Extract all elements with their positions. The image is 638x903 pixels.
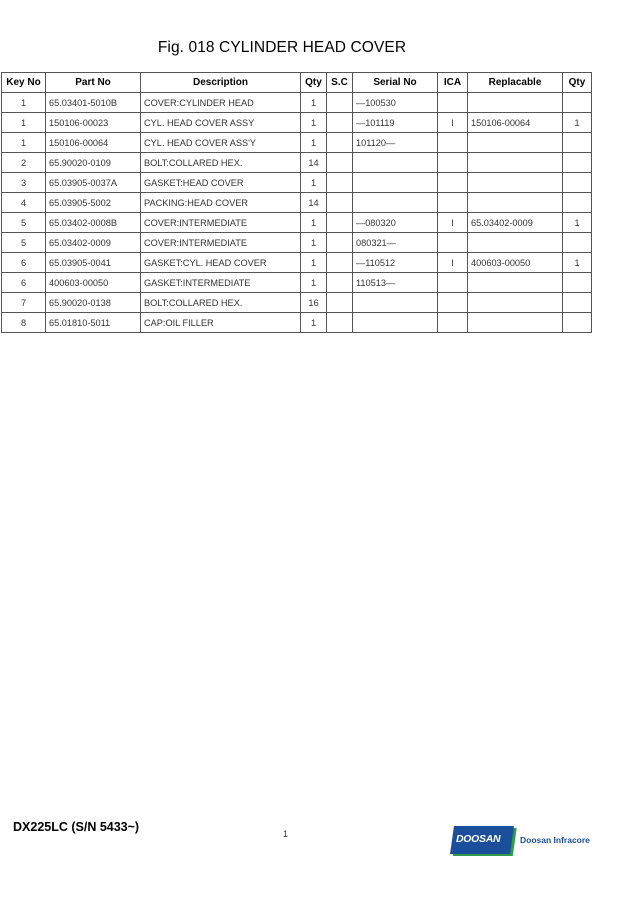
cell-ica: [438, 193, 468, 213]
cell-key-no: 1: [2, 93, 46, 113]
cell-qty: 14: [301, 153, 327, 173]
cell-qty: 1: [301, 253, 327, 273]
cell-replacable-qty: [563, 293, 592, 313]
cell-sc: [327, 133, 353, 153]
col-header-ica: ICA: [438, 73, 468, 93]
cell-sc: [327, 193, 353, 213]
table-row: [2, 113, 592, 133]
cell-description: COVER:INTERMEDIATE: [141, 213, 301, 233]
col-header-key-no: Key No: [2, 73, 46, 93]
cell-description: COVER:INTERMEDIATE: [141, 233, 301, 253]
cell-description: COVER:CYLINDER HEAD: [141, 93, 301, 113]
cell-key-no: 5: [2, 213, 46, 233]
cell-key-no: 8: [2, 313, 46, 333]
cell-part-no: 150106-00023: [46, 113, 141, 133]
cell-key-no: 7: [2, 293, 46, 313]
cell-replacable: [468, 133, 563, 153]
cell-qty: 1: [301, 213, 327, 233]
cell-replacable: [468, 93, 563, 113]
cell-ica: [438, 173, 468, 193]
cell-part-no: 65.03402-0009: [46, 233, 141, 253]
figure-title: Fig. 018 CYLINDER HEAD COVER: [157, 39, 407, 56]
table-row: [2, 313, 592, 333]
col-header-qty: Qty: [301, 73, 327, 93]
logo-badge-text: DOOSAN: [456, 833, 501, 845]
cell-qty: 1: [301, 93, 327, 113]
cell-replacable: [468, 153, 563, 173]
col-header-replacable: Replacable: [468, 73, 563, 93]
table-row: [2, 153, 592, 173]
cell-key-no: 1: [2, 133, 46, 153]
cell-replacable: [468, 313, 563, 333]
cell-ica: [438, 273, 468, 293]
table-row: [2, 273, 592, 293]
cell-replacable-qty: [563, 93, 592, 113]
cell-part-no: 65.90020-0138: [46, 293, 141, 313]
table-row: [2, 233, 592, 253]
col-header-serial-no: Serial No: [353, 73, 438, 93]
cell-part-no: 400603-00050: [46, 273, 141, 293]
cell-description: PACKING:HEAD COVER: [141, 193, 301, 213]
cell-replacable-qty: 1: [563, 253, 592, 273]
cell-description: GASKET:INTERMEDIATE: [141, 273, 301, 293]
table-row: [2, 293, 592, 313]
cell-key-no: 3: [2, 173, 46, 193]
cell-key-no: 4: [2, 193, 46, 213]
cell-sc: [327, 113, 353, 133]
cell-replacable: [468, 233, 563, 253]
table-row: [2, 193, 592, 213]
cell-replacable-qty: [563, 313, 592, 333]
cell-key-no: 2: [2, 153, 46, 173]
model-label: DX225LC (S/N 5433~): [13, 820, 140, 834]
cell-ica: [438, 133, 468, 153]
cell-qty: 1: [301, 113, 327, 133]
cell-replacable: 65.03402-0009: [468, 213, 563, 233]
cell-description: CAP:OIL FILLER: [141, 313, 301, 333]
cell-sc: [327, 213, 353, 233]
table-row: [2, 93, 592, 113]
cell-part-no: 65.03402-0008B: [46, 213, 141, 233]
cell-replacable-qty: [563, 153, 592, 173]
cell-sc: [327, 273, 353, 293]
cell-serial-no: [353, 193, 438, 213]
cell-ica: I: [438, 113, 468, 133]
cell-description: BOLT:COLLARED HEX.: [141, 293, 301, 313]
cell-description: GASKET:CYL. HEAD COVER: [141, 253, 301, 273]
col-header-sc: S.C: [327, 73, 353, 93]
parts-table: [1, 72, 592, 333]
cell-serial-no: [353, 153, 438, 173]
cell-replacable-qty: [563, 233, 592, 253]
cell-sc: [327, 253, 353, 273]
cell-replacable-qty: 1: [563, 213, 592, 233]
cell-serial-no: 110513—: [353, 273, 438, 293]
col-header-part-no: Part No: [46, 73, 141, 93]
cell-qty: 14: [301, 193, 327, 213]
cell-description: CYL. HEAD COVER ASSY: [141, 113, 301, 133]
cell-replacable-qty: [563, 273, 592, 293]
cell-qty: 16: [301, 293, 327, 313]
cell-description: BOLT:COLLARED HEX.: [141, 153, 301, 173]
cell-description: CYL. HEAD COVER ASS'Y: [141, 133, 301, 153]
col-header-replacable-qty: Qty: [563, 73, 592, 93]
table-row: [2, 213, 592, 233]
cell-qty: 1: [301, 273, 327, 293]
cell-ica: [438, 153, 468, 173]
cell-qty: 1: [301, 233, 327, 253]
table-row: [2, 173, 592, 193]
cell-replacable: [468, 173, 563, 193]
cell-qty: 1: [301, 173, 327, 193]
cell-part-no: 65.01810-5011: [46, 313, 141, 333]
cell-replacable: 400603-00050: [468, 253, 563, 273]
cell-part-no: 65.03905-0037A: [46, 173, 141, 193]
cell-replacable-qty: 1: [563, 113, 592, 133]
cell-serial-no: —100530: [353, 93, 438, 113]
table-row: [2, 253, 592, 273]
cell-part-no: 150106-00064: [46, 133, 141, 153]
cell-serial-no: —110512: [353, 253, 438, 273]
cell-key-no: 6: [2, 253, 46, 273]
cell-ica: [438, 233, 468, 253]
table-header-row: [2, 73, 592, 93]
parts-table-body: [2, 93, 592, 333]
cell-key-no: 5: [2, 233, 46, 253]
cell-serial-no: 080321—: [353, 233, 438, 253]
cell-qty: 1: [301, 133, 327, 153]
cell-serial-no: [353, 293, 438, 313]
cell-sc: [327, 173, 353, 193]
cell-replacable: [468, 193, 563, 213]
cell-serial-no: —101119: [353, 113, 438, 133]
cell-part-no: 65.03905-5002: [46, 193, 141, 213]
cell-sc: [327, 233, 353, 253]
cell-replacable: 150106-00064: [468, 113, 563, 133]
cell-serial-no: —080320: [353, 213, 438, 233]
cell-key-no: 6: [2, 273, 46, 293]
cell-serial-no: [353, 313, 438, 333]
page-number: 1: [283, 829, 289, 839]
cell-replacable: [468, 293, 563, 313]
cell-sc: [327, 153, 353, 173]
cell-ica: [438, 293, 468, 313]
cell-ica: [438, 313, 468, 333]
cell-serial-no: [353, 173, 438, 193]
cell-ica: I: [438, 253, 468, 273]
table-row: [2, 133, 592, 153]
col-header-description: Description: [141, 73, 301, 93]
cell-ica: [438, 93, 468, 113]
cell-serial-no: 101120—: [353, 133, 438, 153]
cell-ica: I: [438, 213, 468, 233]
cell-part-no: 65.03401-5010B: [46, 93, 141, 113]
cell-qty: 1: [301, 313, 327, 333]
cell-sc: [327, 313, 353, 333]
cell-key-no: 1: [2, 113, 46, 133]
doosan-logo: [452, 826, 592, 856]
cell-replacable-qty: [563, 133, 592, 153]
cell-replacable-qty: [563, 193, 592, 213]
cell-description: GASKET:HEAD COVER: [141, 173, 301, 193]
cell-sc: [327, 93, 353, 113]
cell-replacable-qty: [563, 173, 592, 193]
cell-replacable: [468, 273, 563, 293]
cell-part-no: 65.90020-0109: [46, 153, 141, 173]
cell-part-no: 65.03905-0041: [46, 253, 141, 273]
logo-company-name: Doosan Infracore: [520, 835, 590, 845]
cell-sc: [327, 293, 353, 313]
